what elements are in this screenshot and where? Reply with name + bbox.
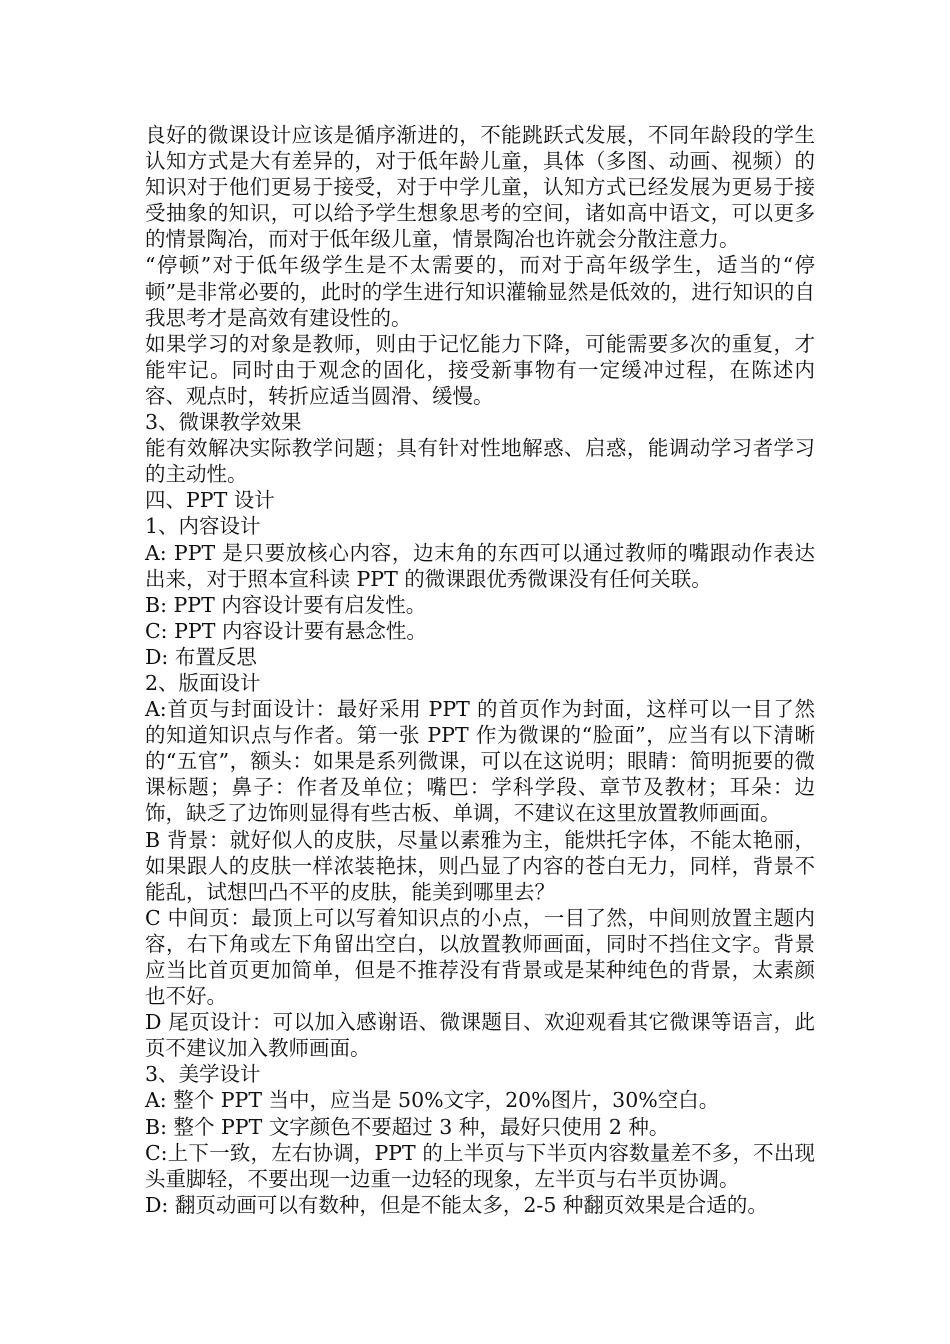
paragraph-pause: “停顿”对于低年级学生是不太需要的，而对于高年级学生，适当的“停顿”是非常必要的，此时的学生进行知识灌输显然是低效的，进行知识的自我思考才是高效有建设性的。 xyxy=(145,253,815,330)
list-item-aesthetic-d: D: 翻页动画可以有数种，但是不能太多，2-5 种翻页效果是合适的。 xyxy=(145,1192,768,1217)
list-item-layout-a: A:首页与封面设计：最好采用 PPT 的首页作为封面，这样可以一目了然的知道知识点与作者。第一张 PPT 作为微课的“脸面”，应当有以下清晰的“五官”，额头：如果是系列微课，可以在这说明；眼睛：简明扼要的微课标题；鼻子：作者及单位；嘴巴：学科学段、章节及教材；耳朵：边饰，缺乏了边饰则显得有些古板、单调，不建议在这里放置教师画面。 xyxy=(145,697,815,826)
list-item-content-a: A: PPT 是只要放核心内容，边末角的东西可以通过教师的嘴跟动作表达出来，对于照本宣科读 PPT 的微课跟优秀微课没有任何关联。 xyxy=(145,540,815,591)
list-item-layout-b: B 背景：就好似人的皮肤，尽量以素雅为主，能烘托字体，不能太艳丽，如果跟人的皮肤一样浓装艳抹，则凸显了内容的苍白无力，同样，背景不能乱，试想凹凸不平的皮肤，能美到哪里去？ xyxy=(145,827,815,904)
paragraph-teaching-effect: 能有效解决实际教学问题；具有针对性地解惑、启惑，能调动学习者学习的主动性。 xyxy=(145,436,815,487)
paragraph-cognitive-stages: 良好的微课设计应该是循序渐进的，不能跳跃式发展，不同年龄段的学生认知方式是大有差异的，对于低年龄儿童，具体（多图、动画、视频）的知识对于他们更易于接受，对于中学儿童，认知方式已经发展为更易于接受抽象的知识，可以给予学生想象思考的空间，诸如高中语文，可以更多的情景陶冶，而对于低年级儿童，情景陶冶也许就会分散注意力。 xyxy=(145,123,815,252)
list-item-content-b: B: PPT 内容设计要有启发性。 xyxy=(145,592,427,617)
list-item-content-d: D: 布置反思 xyxy=(145,644,257,669)
heading-aesthetic-design: 3、美学设计 xyxy=(145,1062,261,1087)
heading-layout-design: 2、版面设计 xyxy=(145,670,261,695)
list-item-aesthetic-a: A: 整个 PPT 当中，应当是 50%文字，20%图片，30%空白。 xyxy=(145,1088,720,1113)
list-item-aesthetic-c: C:上下一致，左右协调，PPT 的上半页与下半页内容数量差不多，不出现头重脚轻，不要出现一边重一边轻的现象，左半页与右半页协调。 xyxy=(145,1140,815,1191)
document-body xyxy=(145,122,815,1218)
heading-ppt-design: 四、PPT 设计 xyxy=(145,488,275,513)
list-item-aesthetic-b: B: 整个 PPT 文字颜色不要超过 3 种，最好只使用 2 种。 xyxy=(145,1114,670,1139)
paragraph-teacher-learners: 如果学习的对象是教师，则由于记忆能力下降，可能需要多次的重复，才能牢记。同时由于观念的固化，接受新事物有一定缓冲过程，在陈述内容、观点时，转折应适当圆滑、缓慢。 xyxy=(145,331,815,408)
heading-teaching-effect: 3、微课教学效果 xyxy=(145,410,302,435)
list-item-content-c: C: PPT 内容设计要有悬念性。 xyxy=(145,618,427,643)
list-item-layout-c: C 中间页：最顶上可以写着知识点的小点，一目了然，中间则放置主题内容，右下角或左下角留出空白，以放置教师画面，同时不挡住文字。背景应当比首页更加简单，但是不推荐没有背景或是某种纯色的背景，太素颜也不好。 xyxy=(145,905,815,1009)
list-item-layout-d: D 尾页设计：可以加入感谢语、微课题目、欢迎观看其它微课等语言，此页不建议加入教师画面。 xyxy=(145,1010,815,1061)
heading-content-design: 1、内容设计 xyxy=(145,514,261,539)
